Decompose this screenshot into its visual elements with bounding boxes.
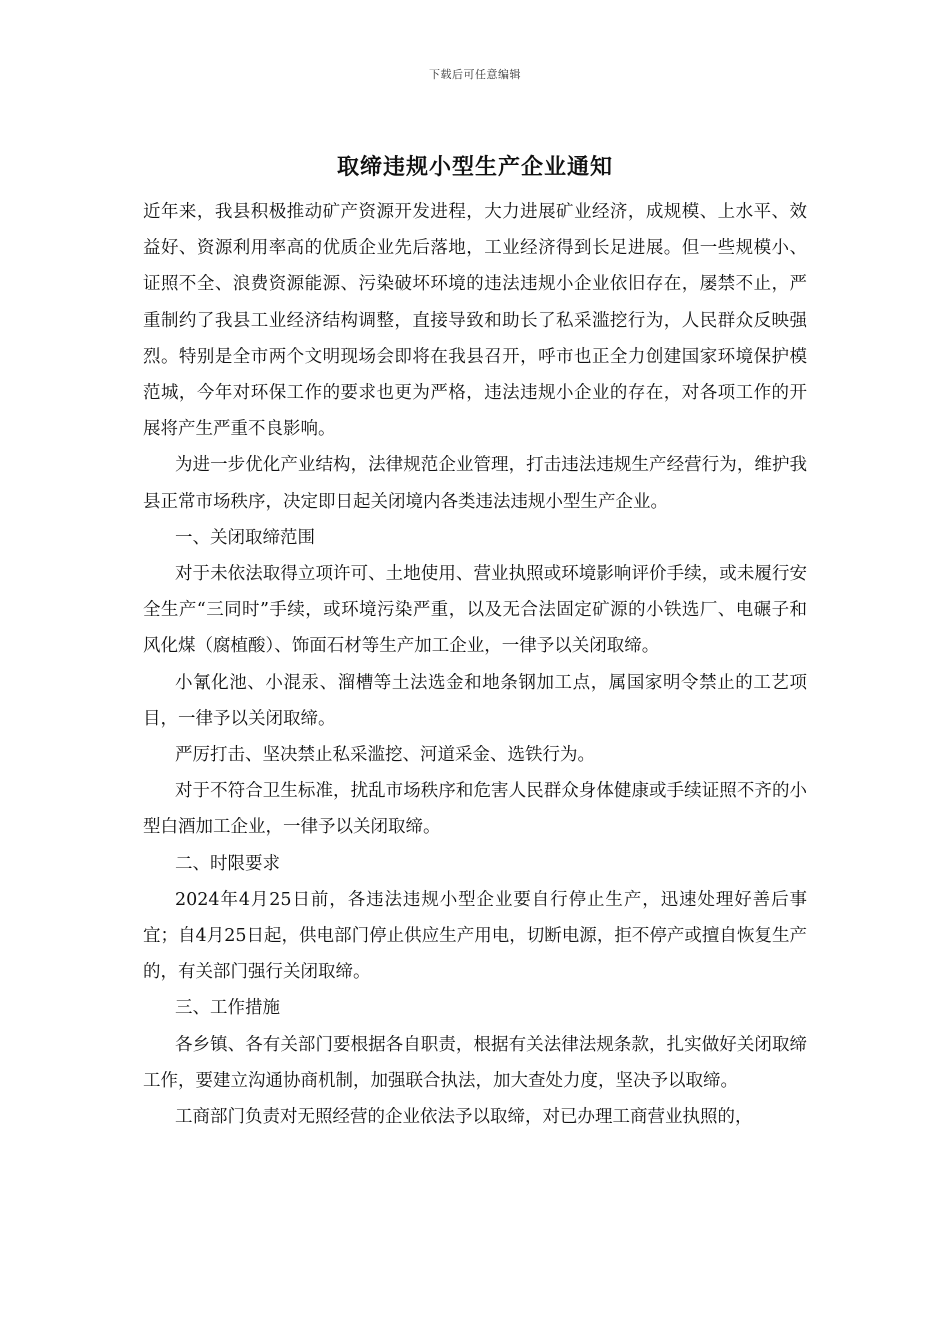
paragraph-intro: 近年来，我县积极推动矿产资源开发进程，大力进展矿业经济，成规模、上水平、效益好、资源利用率高的优质企业先后落地，工业经济得到长足进展。但一些规模小、证照不全、浪费资源能源、污染破坏环境的违法违规小企业依旧存在，屡禁不止，严重制约了我县工业经济结构调整，直接导致和助长了私采滥挖行为，人民群众反映强烈。特别是全市两个文明现场会即将在我县召开，呼市也正全力创建国家环境保护模范城，今年对环保工作的要求也更为严格，违法违规小企业的存在，对各项工作的开展将产生严重不良影响。: [143, 202, 807, 440]
section-heading-measures: 三、工作措施: [175, 998, 280, 1019]
section-heading-deadline: 二、时限要求: [175, 853, 280, 874]
paragraph-deadline: 2024年4月25日前，各违法违规小型企业要自行停止生产，迅速处理好善后事宜；自4月25日起，供电部门停止供应生产用电，切断电源，拒不停产或擅自恢复生产的，有关部门强行关闭取缔。: [143, 889, 807, 983]
paragraph-scope-4: 对于不符合卫生标准，扰乱市场秩序和危害人民群众身体健康或手续证照不齐的小型白酒加工企业，一律予以关闭取缔。: [143, 781, 807, 838]
section-heading-scope: 一、关闭取缔范围: [175, 527, 315, 548]
document-title: 取缔违规小型生产企业通知: [336, 154, 613, 180]
header-note: 下载后可任意编辑: [429, 68, 521, 81]
paragraph-scope-1: 对于未依法取得立项许可、土地使用、营业执照或环境影响评价手续，或未履行安全生产“三同时”手续，或环境污染严重，以及无合法固定矿源的小铁选厂、电碾子和风化煤（腐植酸）、饰面石材等生产加工企业，一律予以关闭取缔。: [143, 564, 807, 657]
paragraph-purpose: 为进一步优化产业结构，法律规范企业管理，打击违法违规生产经营行为，维护我县正常市场秩序，决定即日起关闭境内各类违法违规小型生产企业。: [143, 455, 807, 512]
paragraph-measures-1: 各乡镇、各有关部门要根据各自职责，根据有关法律法规条款，扎实做好关闭取缔工作，要建立沟通协商机制，加强联合执法，加大查处力度，坚决予以取缔。: [143, 1034, 807, 1091]
document-body: [143, 194, 807, 1135]
paragraph-scope-3: 严厉打击、坚决禁止私采滥挖、河道采金、选铁行为。: [175, 745, 595, 766]
paragraph-scope-2: 小氰化池、小混汞、溜槽等土法选金和地条钢加工点，属国家明令禁止的工艺项目，一律予以关闭取缔。: [143, 672, 807, 729]
paragraph-measures-2: 工商部门负责对无照经营的企业依法予以取缔，对已办理工商营业执照的，: [175, 1107, 753, 1128]
